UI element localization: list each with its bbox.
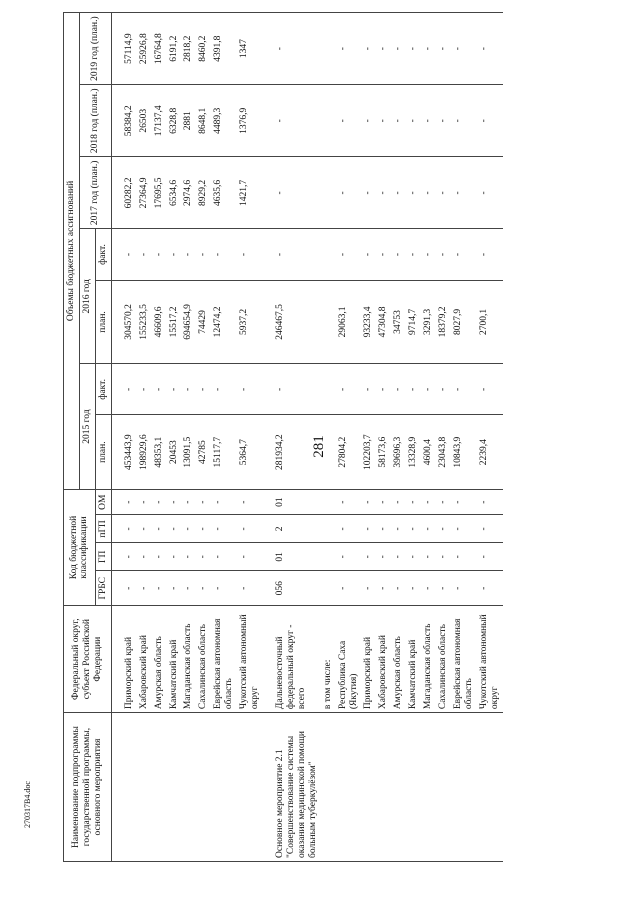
district-cell: Камчатский край xyxy=(167,606,182,713)
value-cell: 246467,5 xyxy=(273,280,321,364)
value-cell: - xyxy=(391,13,406,85)
table-row xyxy=(152,13,167,862)
district-cell: Приморский край xyxy=(361,606,376,713)
footer-filename: 270317В4.doc xyxy=(22,781,32,828)
value-cell: - xyxy=(211,543,237,571)
header-2018: 2018 год (план.) xyxy=(79,85,111,157)
value-cell: 25926,8 xyxy=(137,13,152,85)
value-cell: 93233,4 xyxy=(361,280,376,364)
district-cell: Еврейская автономная область xyxy=(211,606,237,713)
district-cell: Камчатский край xyxy=(406,606,421,713)
value-cell: - xyxy=(237,571,263,606)
value-cell: - xyxy=(376,13,391,85)
value-cell: - xyxy=(196,571,211,606)
program-cell xyxy=(321,713,336,862)
value-cell: 056 xyxy=(273,571,321,606)
value-cell: - xyxy=(273,229,321,280)
value-cell: 8460,2 xyxy=(196,13,211,85)
value-cell: 60282,2 xyxy=(122,157,137,229)
value-cell: - xyxy=(152,515,167,543)
value-cell: - xyxy=(391,157,406,229)
value-cell: - xyxy=(361,489,376,515)
value-cell: 6328,8 xyxy=(167,85,182,157)
value-cell: 8648,1 xyxy=(196,85,211,157)
value-cell: - xyxy=(451,489,477,515)
value-cell xyxy=(321,515,336,543)
program-cell xyxy=(196,713,211,862)
value-cell: - xyxy=(436,515,451,543)
value-cell: - xyxy=(237,489,263,515)
value-cell: 694654,9 xyxy=(181,280,196,364)
program-cell xyxy=(137,713,152,862)
value-cell: - xyxy=(237,543,263,571)
value-cell: - xyxy=(421,515,436,543)
table-row xyxy=(436,13,451,862)
value-cell: - xyxy=(336,543,362,571)
value-cell: - xyxy=(477,13,503,85)
value-cell: - xyxy=(477,364,503,415)
value-cell: - xyxy=(436,229,451,280)
value-cell: 4635,6 xyxy=(211,157,237,229)
value-cell: - xyxy=(336,489,362,515)
header-2019: 2019 год (план.) xyxy=(79,13,111,85)
value-cell: 17137,4 xyxy=(152,85,167,157)
value-cell: - xyxy=(152,571,167,606)
value-cell: - xyxy=(451,515,477,543)
header-2016-plan: план. xyxy=(95,280,111,364)
header-district: Федеральный округ, субъект Российской Федерации xyxy=(64,606,112,713)
district-cell: в том числе: xyxy=(321,606,336,713)
value-cell: - xyxy=(137,229,152,280)
value-cell: 4391,8 xyxy=(211,13,237,85)
table-row xyxy=(137,13,152,862)
value-cell: 58173,6 xyxy=(376,415,391,489)
value-cell: - xyxy=(181,571,196,606)
district-cell: Хабаровский край xyxy=(137,606,152,713)
value-cell: - xyxy=(477,543,503,571)
table-row xyxy=(361,13,376,862)
value-cell: - xyxy=(137,543,152,571)
value-cell: - xyxy=(361,13,376,85)
value-cell: - xyxy=(477,515,503,543)
value-cell: 29063,1 xyxy=(336,280,362,364)
program-cell xyxy=(181,713,196,862)
value-cell: - xyxy=(152,543,167,571)
table-row xyxy=(122,13,137,862)
value-cell: - xyxy=(167,571,182,606)
header-2015: 2015 год xyxy=(79,364,95,490)
program-cell xyxy=(436,713,451,862)
value-cell: 20453 xyxy=(167,415,182,489)
budget-table xyxy=(63,12,503,862)
value-cell: - xyxy=(361,229,376,280)
district-cell: Сахалинская область xyxy=(436,606,451,713)
value-cell: - xyxy=(361,85,376,157)
value-cell: - xyxy=(451,571,477,606)
value-cell: - xyxy=(336,85,362,157)
value-cell: - xyxy=(451,13,477,85)
value-cell xyxy=(321,571,336,606)
value-cell: - xyxy=(451,364,477,415)
value-cell: - xyxy=(451,157,477,229)
district-cell: Республика Саха (Якутия) xyxy=(336,606,362,713)
value-cell: - xyxy=(406,157,421,229)
value-cell: - xyxy=(421,13,436,85)
table-row xyxy=(451,13,477,862)
table-row xyxy=(421,13,436,862)
district-cell: Хабаровский край xyxy=(376,606,391,713)
value-cell: - xyxy=(181,543,196,571)
value-cell: - xyxy=(376,571,391,606)
value-cell: - xyxy=(273,13,321,85)
value-cell: - xyxy=(451,85,477,157)
district-cell: Чукотский автономный округ xyxy=(237,606,263,713)
value-cell: 16764,8 xyxy=(152,13,167,85)
value-cell: - xyxy=(211,364,237,415)
value-cell: 102203,7 xyxy=(361,415,376,489)
value-cell: 13091,5 xyxy=(181,415,196,489)
value-cell: 57114,9 xyxy=(122,13,137,85)
value-cell: 281934,2 xyxy=(273,415,321,489)
value-cell: 48353,1 xyxy=(152,415,167,489)
value-cell: 4489,3 xyxy=(211,85,237,157)
header-2015-fact: факт. xyxy=(95,364,111,415)
value-cell: - xyxy=(137,571,152,606)
value-cell: 304570,2 xyxy=(122,280,137,364)
value-cell: - xyxy=(137,364,152,415)
value-cell: 198929,6 xyxy=(137,415,152,489)
value-cell: 27804,2 xyxy=(336,415,362,489)
value-cell: - xyxy=(421,364,436,415)
value-cell: 34753 xyxy=(391,280,406,364)
value-cell: - xyxy=(152,364,167,415)
value-cell: - xyxy=(436,157,451,229)
program-cell xyxy=(336,713,362,862)
value-cell: - xyxy=(196,515,211,543)
table-row xyxy=(237,13,263,862)
value-cell: - xyxy=(421,157,436,229)
value-cell: - xyxy=(273,85,321,157)
value-cell: - xyxy=(211,515,237,543)
value-cell: 12474,2 xyxy=(211,280,237,364)
value-cell: - xyxy=(361,157,376,229)
value-cell: 2700,1 xyxy=(477,280,503,364)
value-cell: - xyxy=(391,543,406,571)
value-cell: - xyxy=(391,571,406,606)
value-cell: 42785 xyxy=(196,415,211,489)
value-cell: - xyxy=(167,515,182,543)
value-cell: 10843,9 xyxy=(451,415,477,489)
value-cell xyxy=(321,157,336,229)
value-cell: - xyxy=(477,229,503,280)
table-row xyxy=(167,13,182,862)
value-cell: 5937,2 xyxy=(237,280,263,364)
value-cell: 2881 xyxy=(181,85,196,157)
value-cell: - xyxy=(196,543,211,571)
value-cell: - xyxy=(421,229,436,280)
value-cell: - xyxy=(376,543,391,571)
program-cell xyxy=(122,713,137,862)
value-cell: - xyxy=(477,489,503,515)
table-row xyxy=(181,13,196,862)
header-2016: 2016 год xyxy=(79,229,95,364)
value-cell: - xyxy=(391,364,406,415)
value-cell: - xyxy=(436,543,451,571)
header-volumes: Объемы бюджетных ассигнований xyxy=(64,13,80,490)
value-cell: 15117,7 xyxy=(211,415,237,489)
value-cell: - xyxy=(451,229,477,280)
value-cell: - xyxy=(361,543,376,571)
value-cell: - xyxy=(376,489,391,515)
value-cell: - xyxy=(391,489,406,515)
value-cell: 2239,4 xyxy=(477,415,503,489)
value-cell: - xyxy=(181,229,196,280)
value-cell: 5364,7 xyxy=(237,415,263,489)
table-row xyxy=(196,13,211,862)
value-cell: - xyxy=(391,515,406,543)
table-row xyxy=(391,13,406,862)
value-cell: - xyxy=(336,229,362,280)
page-number: 281 xyxy=(310,435,327,458)
value-cell: 1376,9 xyxy=(237,85,263,157)
value-cell: - xyxy=(211,571,237,606)
table-row xyxy=(477,13,503,862)
value-cell: - xyxy=(376,85,391,157)
program-cell xyxy=(376,713,391,862)
value-cell: 47304,8 xyxy=(376,280,391,364)
value-cell: - xyxy=(391,229,406,280)
value-cell: 2974,6 xyxy=(181,157,196,229)
value-cell: - xyxy=(167,364,182,415)
header-grbs: ГРБС xyxy=(95,571,111,606)
value-cell: 13328,9 xyxy=(406,415,421,489)
table-row xyxy=(376,13,391,862)
value-cell: - xyxy=(436,85,451,157)
value-cell: - xyxy=(196,489,211,515)
district-cell: Дальневосточный федеральный округ - всего xyxy=(273,606,321,713)
value-cell: 01 xyxy=(273,543,321,571)
value-cell: 15517,2 xyxy=(167,280,182,364)
value-cell: 26503 xyxy=(137,85,152,157)
value-cell: - xyxy=(167,543,182,571)
value-cell: - xyxy=(152,489,167,515)
value-cell: 23043,8 xyxy=(436,415,451,489)
district-cell: Еврейская автономная область xyxy=(451,606,477,713)
value-cell: 2818,2 xyxy=(181,13,196,85)
value-cell: - xyxy=(181,364,196,415)
value-cell: - xyxy=(406,229,421,280)
value-cell xyxy=(321,415,336,489)
value-cell: - xyxy=(406,543,421,571)
value-cell: 58384,2 xyxy=(122,85,137,157)
value-cell: - xyxy=(196,229,211,280)
value-cell: 1347 xyxy=(237,13,263,85)
value-cell: - xyxy=(181,515,196,543)
value-cell: - xyxy=(336,13,362,85)
value-cell: - xyxy=(122,489,137,515)
budget-table-sheet xyxy=(63,12,633,862)
value-cell xyxy=(321,280,336,364)
value-cell: - xyxy=(361,515,376,543)
header-2015-plan: план. xyxy=(95,415,111,489)
program-cell xyxy=(211,713,237,862)
value-cell: 453443,9 xyxy=(122,415,137,489)
district-cell: Амурская область xyxy=(391,606,406,713)
value-cell xyxy=(321,229,336,280)
program-cell xyxy=(451,713,477,862)
value-cell: - xyxy=(211,489,237,515)
header-om: ОМ xyxy=(95,489,111,515)
value-cell: 01 xyxy=(273,489,321,515)
value-cell: 27364,9 xyxy=(137,157,152,229)
value-cell: - xyxy=(436,364,451,415)
value-cell: - xyxy=(361,571,376,606)
value-cell: - xyxy=(477,571,503,606)
value-cell: 18379,2 xyxy=(436,280,451,364)
district-cell: Сахалинская область xyxy=(196,606,211,713)
value-cell: - xyxy=(477,157,503,229)
program-cell xyxy=(152,713,167,862)
value-cell: - xyxy=(122,229,137,280)
value-cell: - xyxy=(273,364,321,415)
value-cell: 155233,5 xyxy=(137,280,152,364)
value-cell: - xyxy=(336,157,362,229)
value-cell: - xyxy=(421,543,436,571)
header-code: Код бюджетной классификации xyxy=(64,489,96,605)
header-2016-fact: факт. xyxy=(95,229,111,280)
district-cell: Амурская область xyxy=(152,606,167,713)
value-cell: 17695,5 xyxy=(152,157,167,229)
value-cell: - xyxy=(137,489,152,515)
value-cell: - xyxy=(336,364,362,415)
program-cell xyxy=(391,713,406,862)
value-cell: - xyxy=(406,13,421,85)
value-cell: - xyxy=(181,489,196,515)
value-cell: - xyxy=(376,229,391,280)
value-cell: - xyxy=(436,489,451,515)
header-gp: ГП xyxy=(95,543,111,571)
value-cell: 6191,2 xyxy=(167,13,182,85)
value-cell xyxy=(321,85,336,157)
district-cell: Магаданская область xyxy=(181,606,196,713)
value-cell: - xyxy=(391,85,406,157)
value-cell: 74429 xyxy=(196,280,211,364)
value-cell: 2 xyxy=(273,515,321,543)
district-cell: Приморский край xyxy=(122,606,137,713)
spacer-row xyxy=(263,13,273,862)
header-pgp: пГП xyxy=(95,515,111,543)
value-cell: - xyxy=(211,229,237,280)
value-cell: 1421,7 xyxy=(237,157,263,229)
value-cell: - xyxy=(406,364,421,415)
district-cell: Чукотский автономный округ xyxy=(477,606,503,713)
value-cell: - xyxy=(336,515,362,543)
value-cell xyxy=(321,13,336,85)
value-cell: - xyxy=(237,515,263,543)
value-cell xyxy=(321,543,336,571)
value-cell: - xyxy=(196,364,211,415)
value-cell: - xyxy=(361,364,376,415)
value-cell: 6534,6 xyxy=(167,157,182,229)
value-cell: - xyxy=(376,364,391,415)
value-cell: - xyxy=(406,515,421,543)
value-cell: - xyxy=(406,571,421,606)
value-cell: - xyxy=(273,157,321,229)
program-cell xyxy=(237,713,263,862)
value-cell: - xyxy=(451,543,477,571)
header-program: Наименование подпрограммы государственной программы, основного мероприятия xyxy=(64,713,112,862)
district-cell: Магаданская область xyxy=(421,606,436,713)
value-cell: - xyxy=(336,571,362,606)
value-cell: - xyxy=(122,543,137,571)
value-cell: - xyxy=(436,13,451,85)
value-cell: - xyxy=(421,489,436,515)
value-cell: 39696,3 xyxy=(391,415,406,489)
value-cell: 3291,3 xyxy=(421,280,436,364)
program-cell: Основное мероприятие 2.1 "Совершенствование системы оказания медицинской помощи больным туберкулёзом" xyxy=(273,713,321,862)
value-cell: - xyxy=(122,364,137,415)
table-row xyxy=(321,13,336,862)
value-cell: 8929,2 xyxy=(196,157,211,229)
table-row xyxy=(406,13,421,862)
value-cell: - xyxy=(477,85,503,157)
value-cell: - xyxy=(376,515,391,543)
table-row xyxy=(336,13,362,862)
value-cell: - xyxy=(421,85,436,157)
value-cell: - xyxy=(167,229,182,280)
value-cell: - xyxy=(376,157,391,229)
value-cell: - xyxy=(406,489,421,515)
program-cell xyxy=(421,713,436,862)
value-cell: - xyxy=(137,515,152,543)
value-cell: - xyxy=(237,364,263,415)
table-row xyxy=(273,13,321,862)
value-cell: 4600,4 xyxy=(421,415,436,489)
value-cell: - xyxy=(152,229,167,280)
value-cell: - xyxy=(436,571,451,606)
value-cell: 8027,9 xyxy=(451,280,477,364)
program-cell xyxy=(406,713,421,862)
table-row xyxy=(211,13,237,862)
program-cell xyxy=(361,713,376,862)
value-cell xyxy=(321,364,336,415)
header-2017: 2017 год (план.) xyxy=(79,157,111,229)
value-cell: 46609,6 xyxy=(152,280,167,364)
value-cell xyxy=(321,489,336,515)
value-cell: - xyxy=(406,85,421,157)
value-cell: - xyxy=(421,571,436,606)
program-cell xyxy=(167,713,182,862)
value-cell: - xyxy=(167,489,182,515)
spacer-row xyxy=(111,13,122,862)
value-cell: - xyxy=(122,515,137,543)
program-cell xyxy=(477,713,503,862)
value-cell: 9714,7 xyxy=(406,280,421,364)
value-cell: - xyxy=(122,571,137,606)
value-cell: - xyxy=(237,229,263,280)
